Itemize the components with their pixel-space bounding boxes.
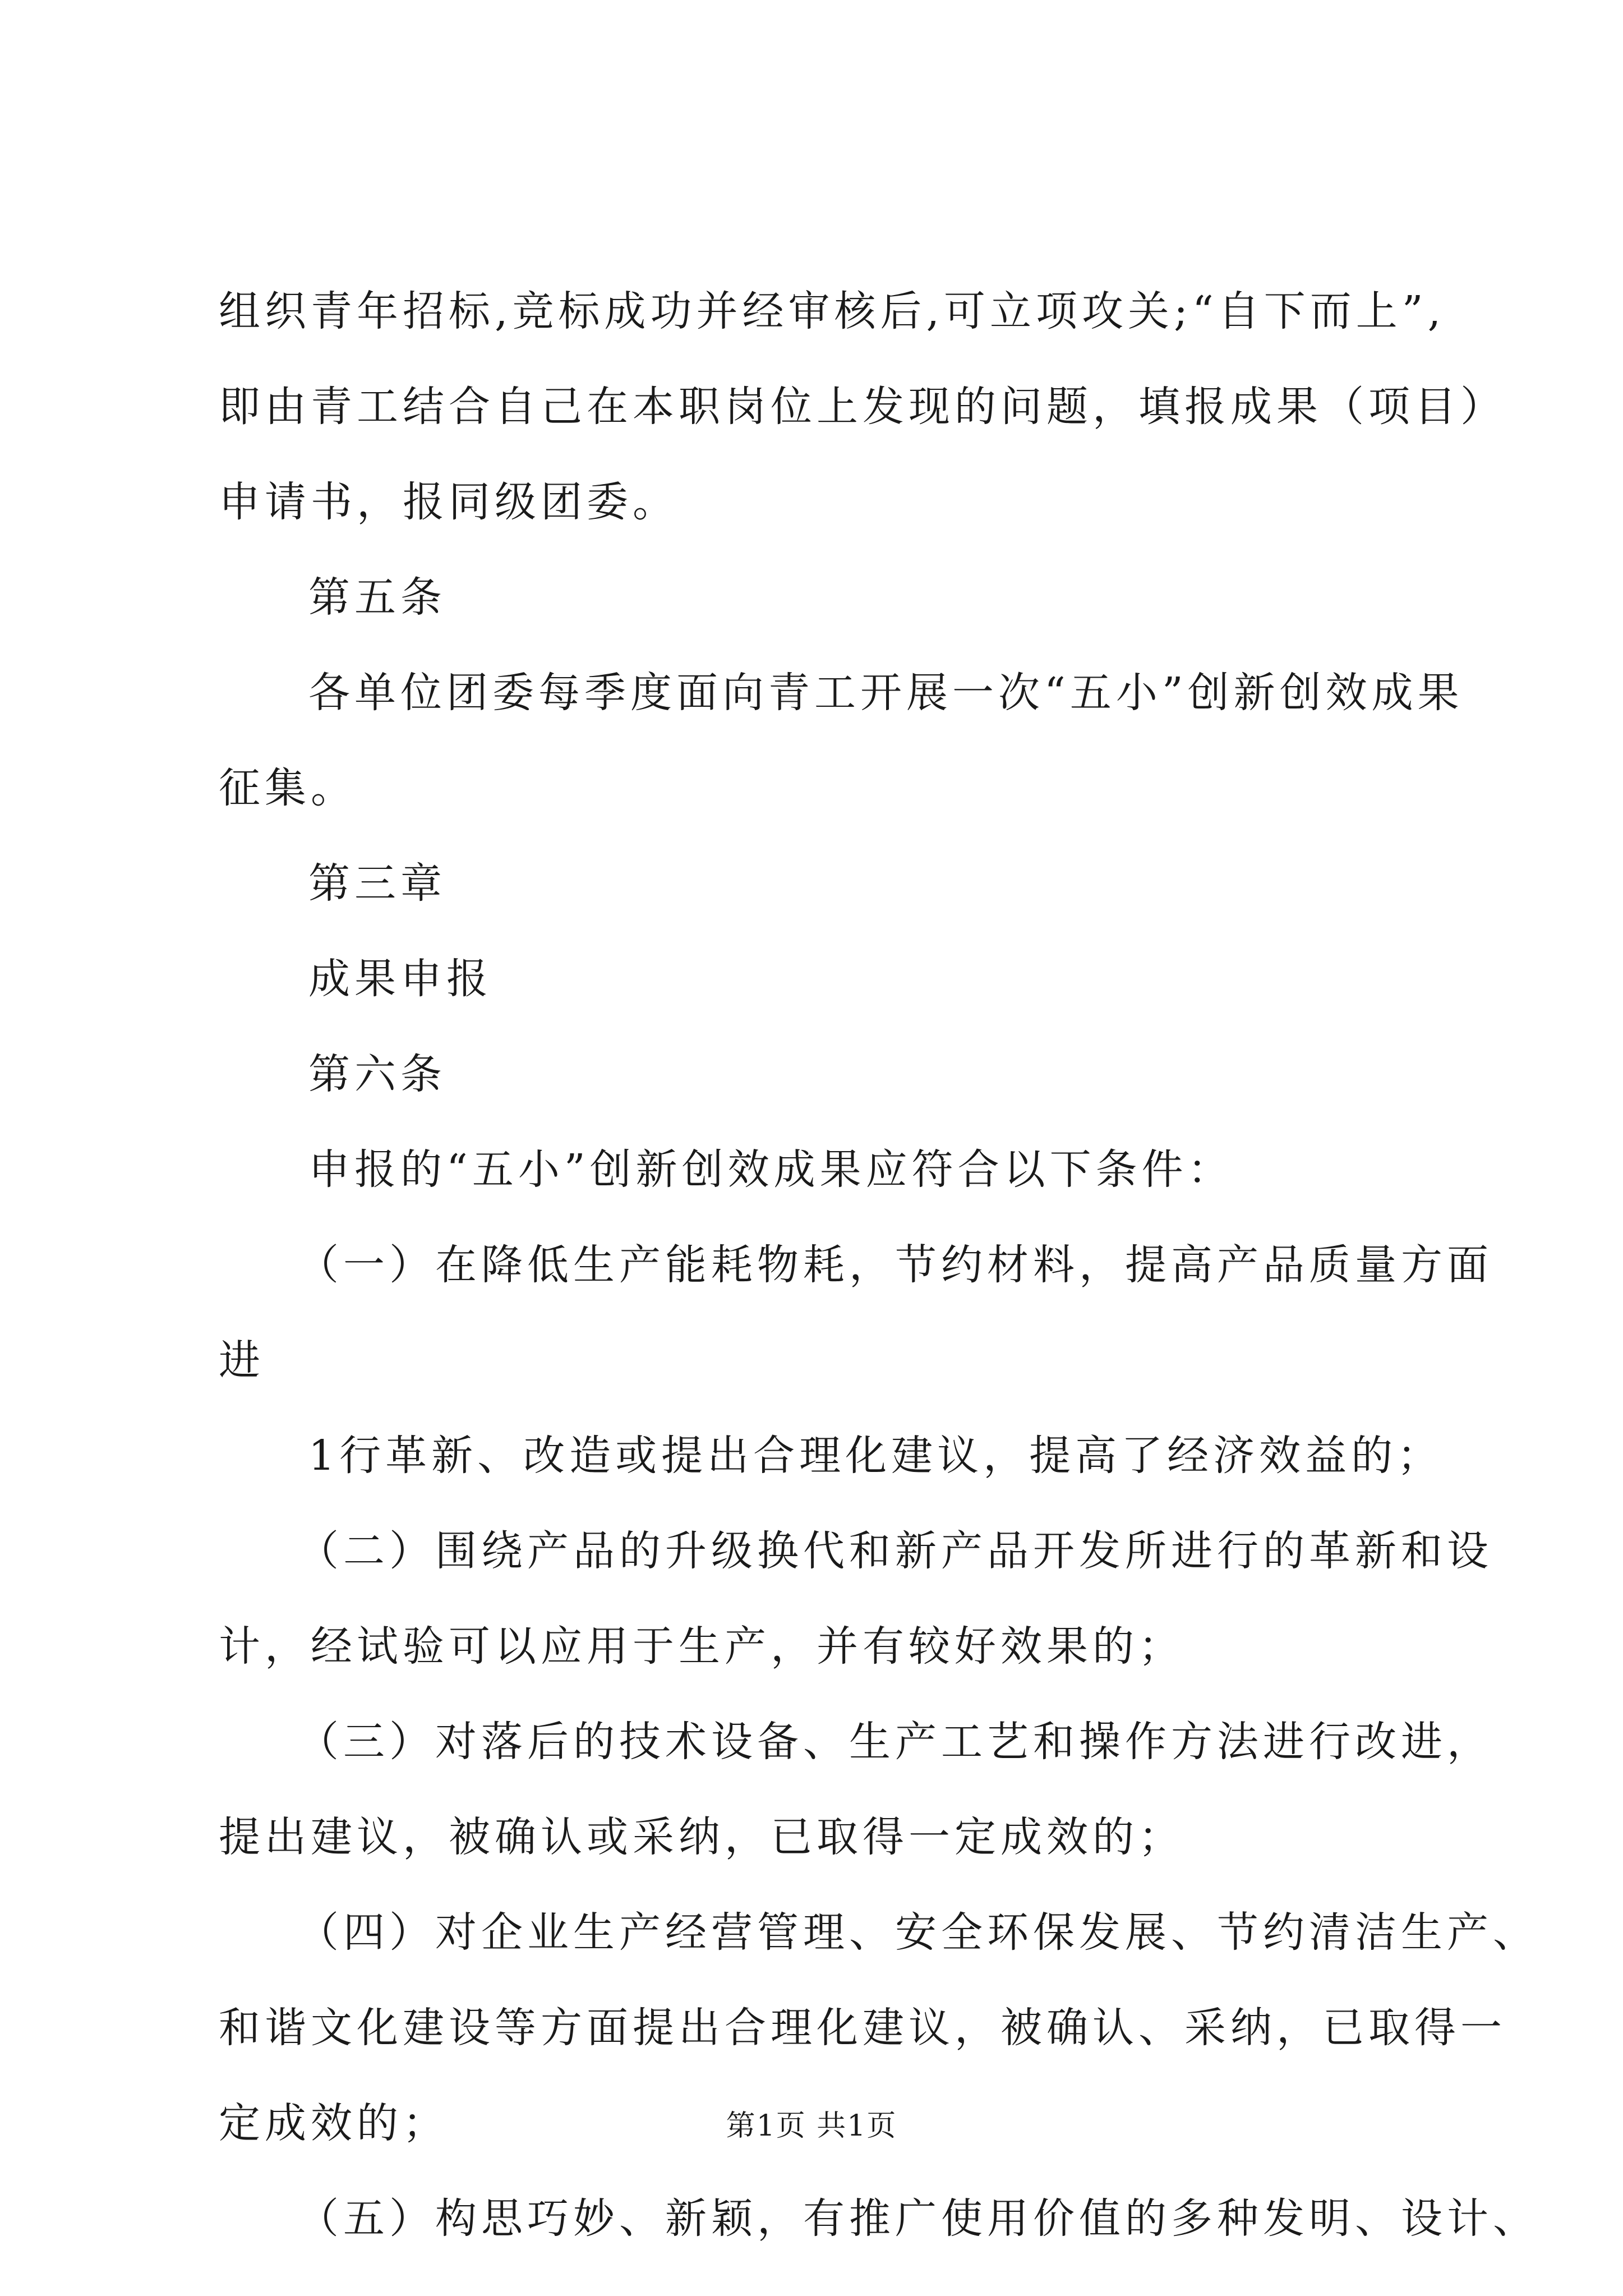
- text-line: 即由青工结合自己在本职岗位上发现的问题，填报成果（项目）: [219, 383, 1506, 431]
- text-line: 申请书，报同级团委。: [219, 478, 679, 526]
- text-line: 各单位团委每季度面向青工开展一次“五小”创新创效成果: [308, 669, 1464, 717]
- text-line: 计，经试验可以应用于生产，并有较好效果的；: [219, 1622, 1184, 1671]
- article-heading: 第六条: [308, 1050, 446, 1098]
- page-number: 第1页 共1页: [726, 2109, 897, 2143]
- text-line: 征集。: [219, 764, 357, 812]
- text-line: 进: [219, 1336, 265, 1384]
- list-item: （四）对企业生产经营管理、安全环保发展、节约清洁生产、: [297, 1908, 1539, 1957]
- text-line: 定成效的；: [219, 2099, 449, 2147]
- list-item: （五）构思巧妙、新颖，有推广使用价值的多种发明、设计、: [297, 2194, 1539, 2243]
- text-line: 组织青年招标,竞标成功并经审核后,可立项攻关;“自下而上”,: [219, 287, 1446, 335]
- chapter-title: 成果申报: [308, 955, 492, 1003]
- text-line: 申报的“五小”创新创效成果应符合以下条件：: [308, 1145, 1234, 1194]
- list-item: （一）在降低生产能耗物耗，节约材料，提高产品质量方面: [297, 1241, 1493, 1289]
- text-line: 提出建议，被确认或采纳，已取得一定成效的；: [219, 1813, 1184, 1861]
- article-heading: 第五条: [308, 573, 446, 622]
- document-body: [219, 264, 1539, 2266]
- text-line: 1行革新、改造或提出合理化建议，提高了经济效益的；: [308, 1432, 1444, 1480]
- chapter-heading: 第三章: [308, 859, 446, 908]
- list-item: （二）围绕产品的升级换代和新产品开发所进行的革新和设: [297, 1527, 1493, 1575]
- text-line: 和谐文化建设等方面提出合理化建议，被确认、采纳，已取得一: [219, 2004, 1506, 2052]
- list-item: （三）对落后的技术设备、生产工艺和操作方法进行改进，: [297, 1718, 1493, 1766]
- page-footer: [0, 2106, 1623, 2146]
